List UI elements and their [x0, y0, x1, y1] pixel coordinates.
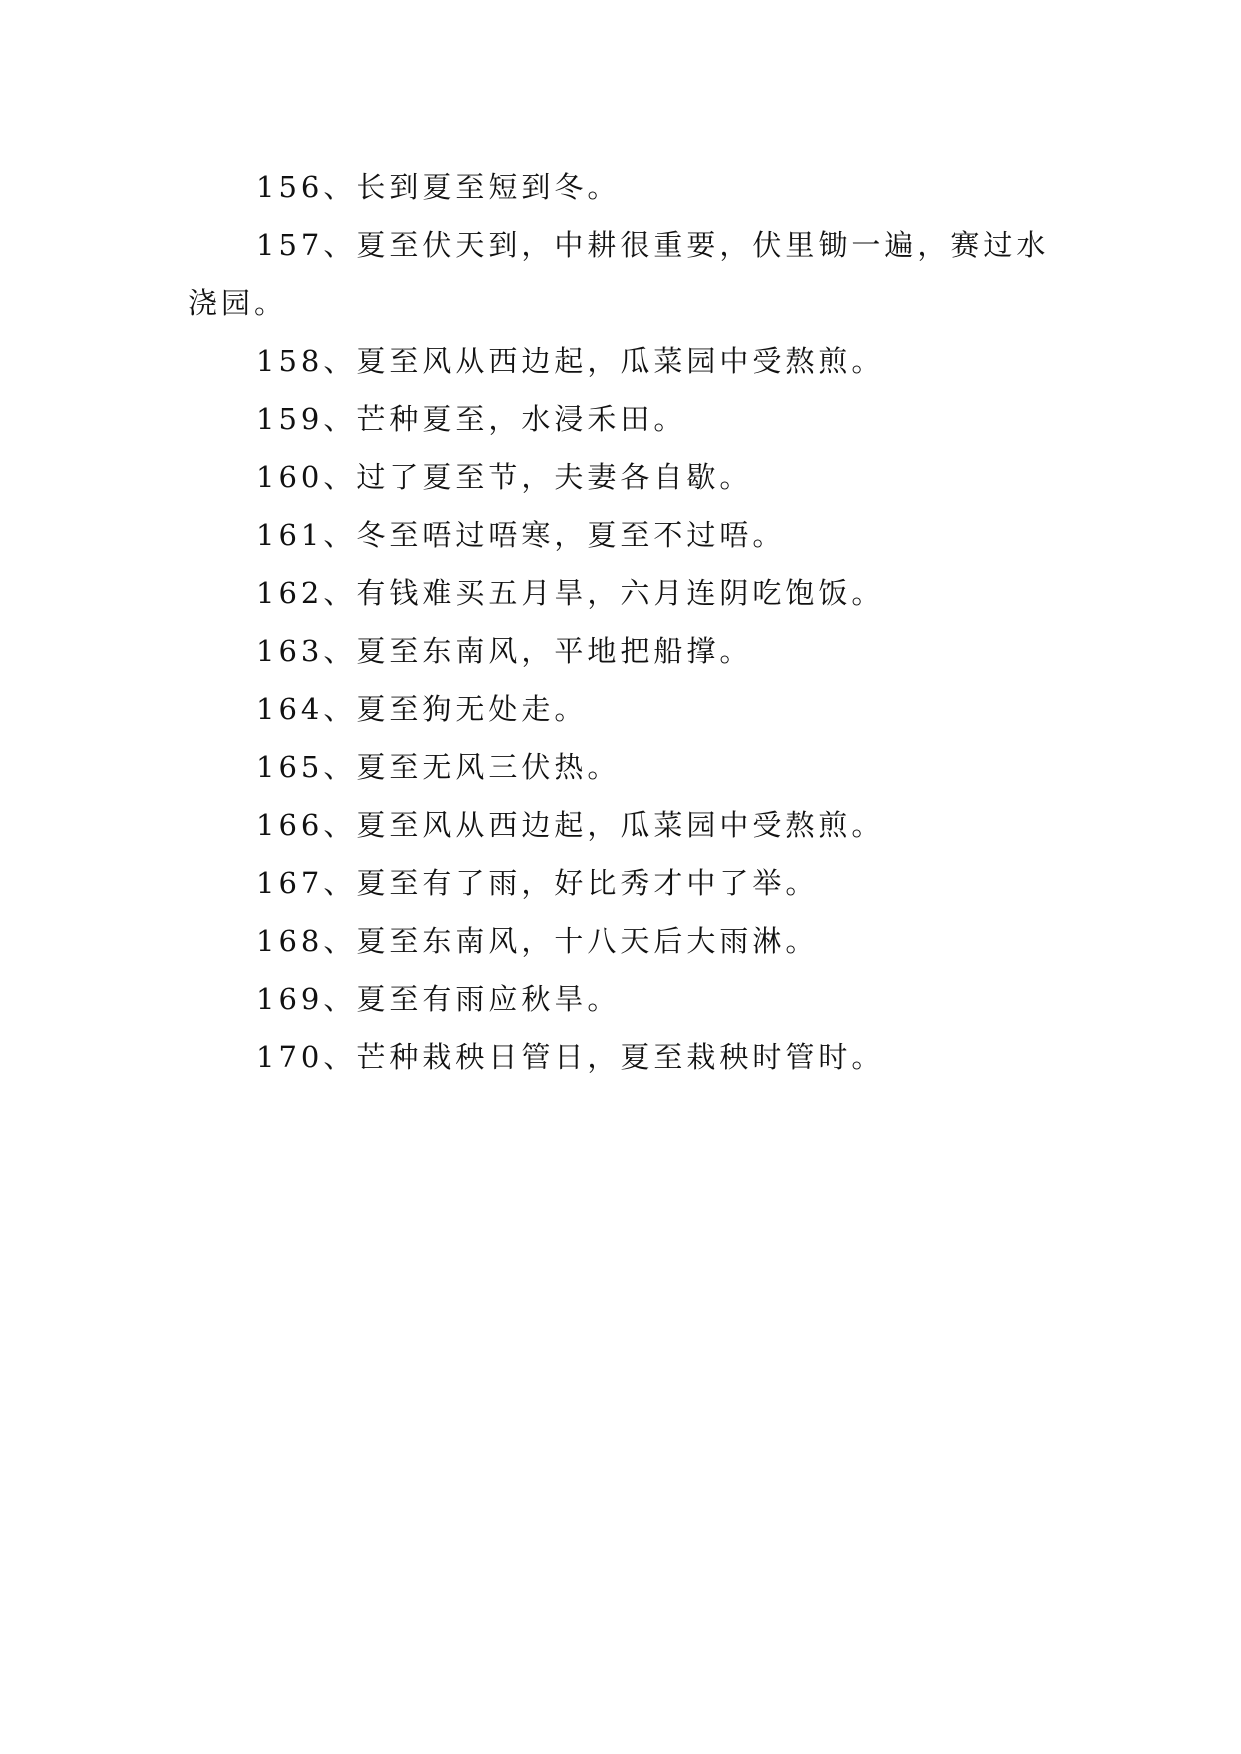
proverb-170: 170、芒种栽秧日管日，夏至栽秧时管时。 [256, 1040, 885, 1074]
proverb-162: 162、有钱难买五月旱，六月连阴吃饱饭。 [256, 576, 885, 610]
proverb-159: 159、芒种夏至，水浸禾田。 [256, 402, 687, 436]
proverb-167: 167、夏至有了雨，好比秀才中了举。 [256, 866, 819, 900]
proverb-160: 160、过了夏至节，夫妻各自歇。 [256, 460, 753, 494]
proverb-169: 169、夏至有雨应秋旱。 [256, 982, 621, 1016]
proverb-158: 158、夏至风从西边起，瓜菜园中受熬煎。 [256, 344, 885, 378]
proverb-163: 163、夏至东南风，平地把船撑。 [256, 634, 753, 668]
document-body [188, 158, 1050, 1086]
proverb-164: 164、夏至狗无处走。 [256, 692, 588, 726]
proverb-157: 157、夏至伏天到，中耕很重要，伏里锄一遍，赛过水浇园。 [188, 228, 1050, 320]
proverb-165: 165、夏至无风三伏热。 [256, 750, 621, 784]
proverb-166: 166、夏至风从西边起，瓜菜园中受熬煎。 [256, 808, 885, 842]
proverb-156: 156、长到夏至短到冬。 [256, 170, 621, 204]
proverb-161: 161、冬至唔过唔寒，夏至不过唔。 [256, 518, 786, 552]
proverb-168: 168、夏至东南风，十八天后大雨淋。 [256, 924, 819, 958]
